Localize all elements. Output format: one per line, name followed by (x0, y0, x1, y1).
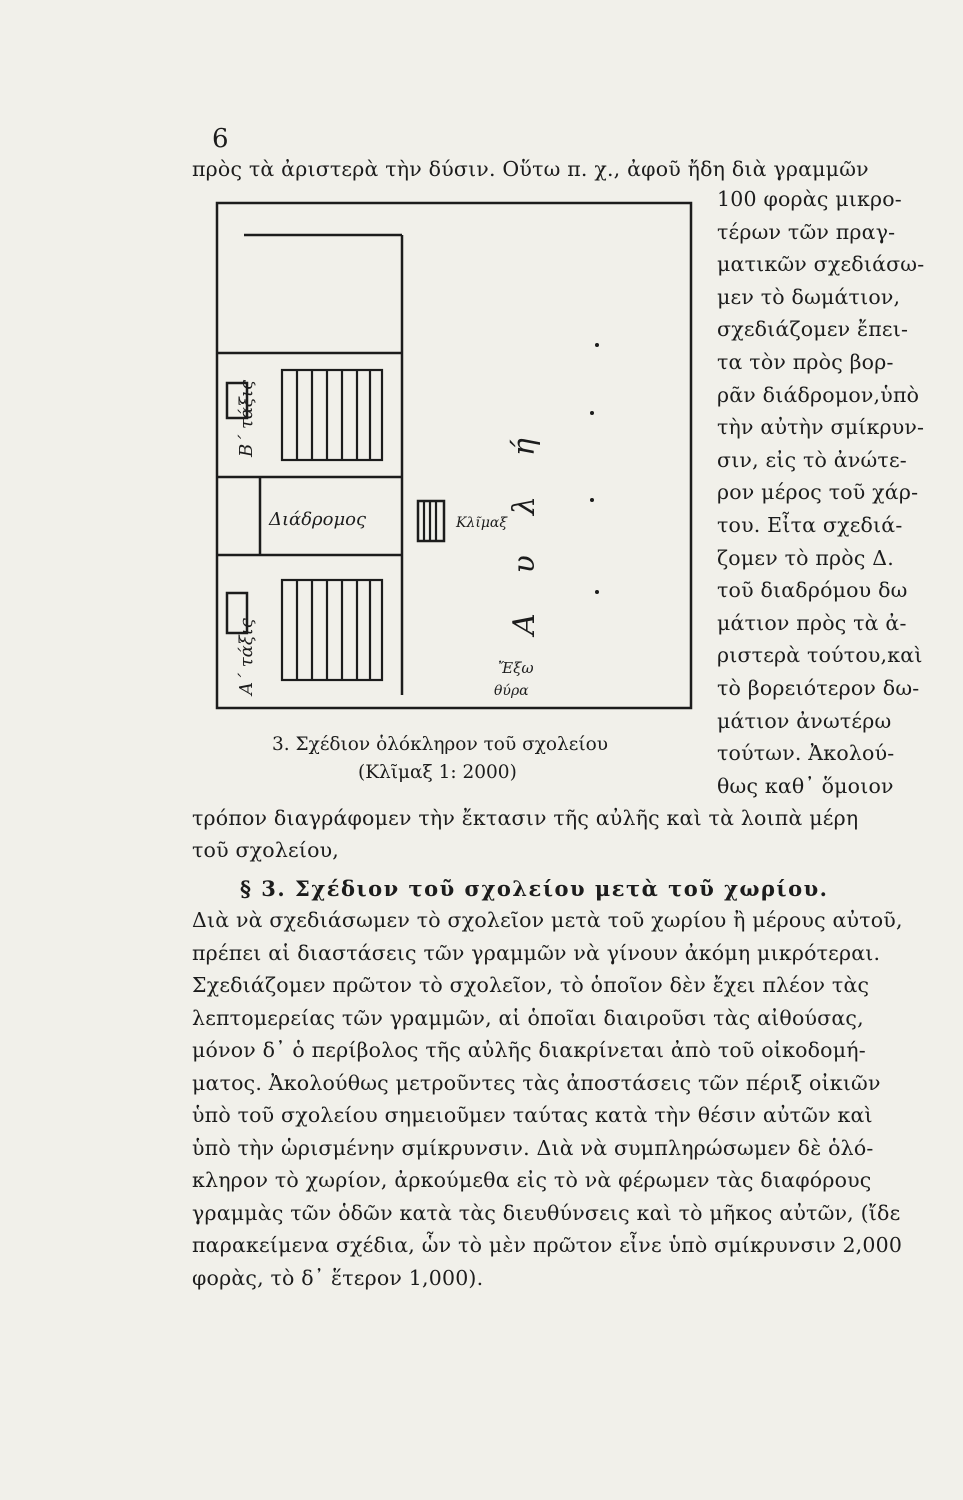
first-line: πρὸς τὰ ἀριστερὰ τὴν δύσιν. Οὕτω π. χ., ἀφοῦ ἤδη διὰ γραμμῶν (192, 157, 869, 181)
after-figure-line: τοῦ σχολείου, (192, 838, 339, 862)
school-plan-figure (212, 195, 712, 715)
side-line: τούτων. Ἀκολού- (717, 741, 895, 766)
side-line: τὸ βορειότερον δω- (717, 675, 920, 700)
side-line: μεν τὸ δωμάτιον, (717, 284, 901, 309)
body-line: κληρον τὸ χωρίον, ἀρκούμεθα εἰς τὸ νὰ φέρωμεν τὰς διαφόρους (192, 1168, 872, 1192)
label-corridor: Διάδρομος (269, 509, 367, 530)
label-exit-door-1: Ἔξω (498, 659, 534, 677)
label-courtyard: Αυλή (507, 398, 542, 635)
label-exit-door-2: θύρα (494, 683, 529, 699)
label-room-b: Β΄ τάξις (236, 379, 257, 457)
section-heading (240, 876, 828, 901)
courtyard-wall (217, 203, 691, 708)
side-line: μάτιον ἀνωτέρω (717, 708, 892, 733)
label-stairs: Κλῖμαξ (456, 515, 508, 531)
page-number: 6 (212, 124, 229, 154)
side-column (717, 183, 952, 802)
figure-scale: (Κλῖμαξ 1: 2000) (358, 762, 517, 783)
side-line: θως καθ᾽ ὅμοιον (717, 773, 894, 798)
body-line: γραμμὰς τῶν ὁδῶν κατὰ τὰς διευθύνσεις καὶ τὸ μῆκος αὐτῶν, (ἴδε (192, 1201, 901, 1225)
body-line: παρακείμενα σχέδια, ὧν τὸ μὲν πρῶτον εἶνε ὑπὸ σμίκρυνσιν 2,000 (192, 1233, 903, 1257)
side-line: του. Εἶτα σχεδιά- (717, 512, 903, 537)
label-room-a: Α΄ τάξις (236, 618, 257, 695)
figure-caption: 3. Σχέδιον ὁλόκληρον τοῦ σχολείου (272, 734, 608, 755)
section-number: § 3. (240, 876, 287, 901)
body-line: μόνον δ᾽ ὁ περίβολος τῆς αὐλῆς διακρίνεται ἀπὸ τοῦ οἰκοδομή- (192, 1038, 866, 1062)
side-line: τέρων τῶν πραγ- (717, 219, 896, 244)
body-line: Διὰ νὰ σχεδιάσωμεν τὸ σχολεῖον μετὰ τοῦ χωρίου ἢ μέρους αὐτοῦ, (192, 908, 903, 932)
side-line: τὴν αὐτὴν σμίκρυν- (717, 415, 925, 440)
side-line: μάτιον πρὸς τὰ ἀ- (717, 610, 907, 635)
side-line: ζομεν τὸ πρὸς Δ. (717, 545, 894, 570)
side-line: ριστερὰ τούτου,καὶ (717, 643, 923, 668)
body-line: φορὰς, τὸ δ᾽ ἕτερον 1,000). (192, 1266, 484, 1290)
body-line: πρέπει αἱ διαστάσεις τῶν γραμμῶν νὰ γίνουν ἀκόμη μικρότεραι. (192, 941, 881, 965)
body-line: ματος. Ἀκολούθως μετροῦντες τὰς ἀποστάσεις τῶν πέριξ οἰκιῶν (192, 1071, 881, 1095)
body-line: λεπτομερείας τῶν γραμμῶν, αἱ ὁποῖαι διαιροῦσι τὰς αἰθούσας, (192, 1006, 864, 1030)
section-title: Σχέδιον τοῦ σχολείου μετὰ τοῦ χωρίου. (295, 876, 829, 901)
after-figure-line: τρόπον διαγράφομεν τὴν ἔκτασιν τῆς αὐλῆς καὶ τὰ λοιπὰ μέρη (192, 806, 859, 830)
side-line: ρᾶν διάδρομον,ὑπὸ (717, 382, 920, 407)
side-line: τοῦ διαδρόμου δω (717, 578, 908, 603)
side-line: 100 φορὰς μικρο- (717, 187, 902, 211)
side-line: ματικῶν σχεδιάσω- (717, 252, 925, 277)
side-line: τα τὸν πρὸς βορ- (717, 349, 894, 374)
body-line: ὑπὸ τοῦ σχολείου σημειοῦμεν ταύτας κατὰ τὴν θέσιν αὐτῶν καὶ (192, 1103, 873, 1127)
body-line: Σχεδιάζομεν πρῶτον τὸ σχολεῖον, τὸ ὁποῖον δὲν ἔχει πλέον τὰς (192, 973, 870, 997)
side-line: σιν, εἰς τὸ ἀνώτε- (717, 447, 907, 472)
body-line: ὑπὸ τὴν ὡρισμένην σμίκρυνσιν. Διὰ νὰ συμπληρώσωμεν δὲ ὁλό- (192, 1136, 874, 1160)
side-line: ρον μέρος τοῦ χάρ- (717, 480, 919, 505)
side-line: σχεδιάζομεν ἔπει- (717, 317, 909, 342)
